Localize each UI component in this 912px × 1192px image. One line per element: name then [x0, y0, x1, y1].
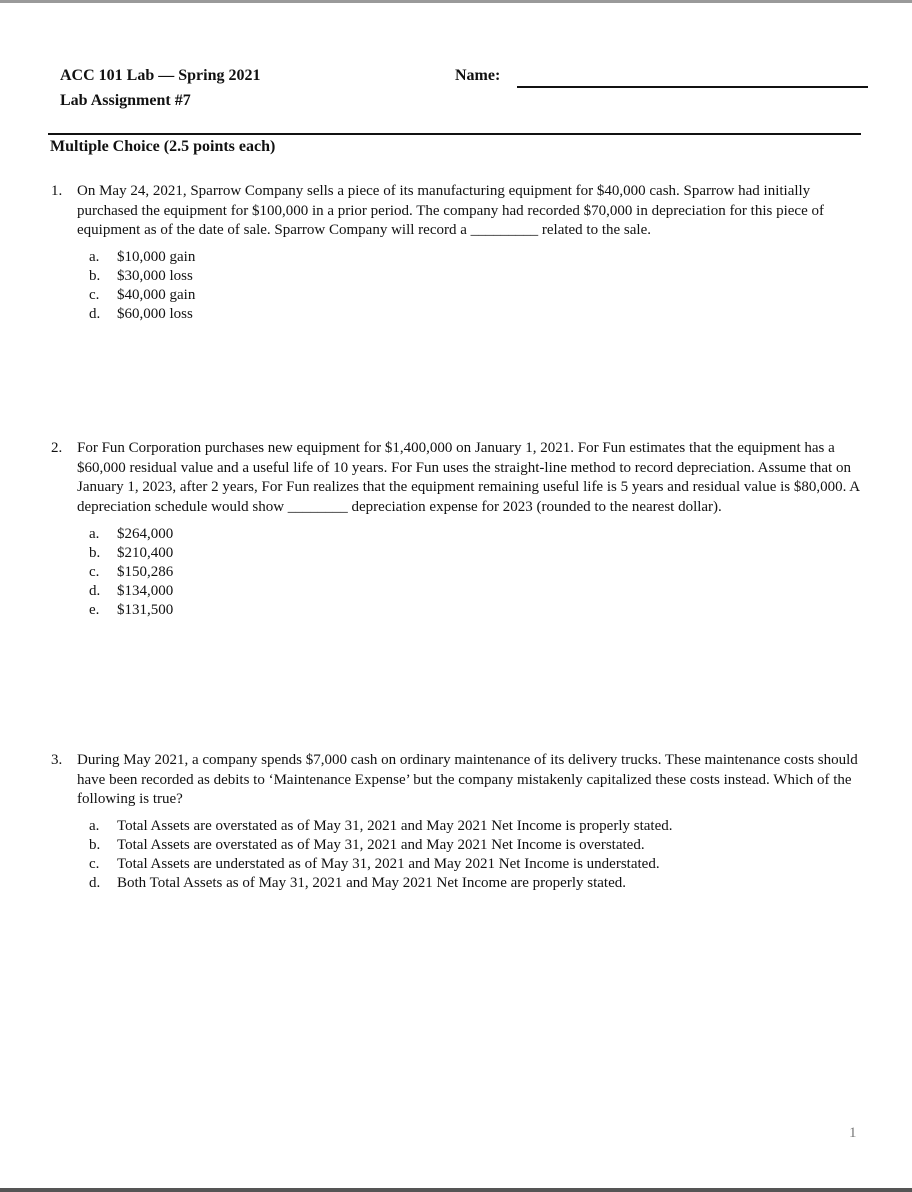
- page-number: 1: [849, 1125, 857, 1141]
- question-text: During May 2021, a company spends $7,000 cash on ordinary maintenance of its delivery trucks. These maintenance costs should have been recorded as debits to ‘Maintenance Expense’ but the company mistakenly capitalized these costs instead. Which of the following is true?: [77, 752, 858, 808]
- name-blank-line: [517, 86, 868, 88]
- option-letter: d.: [89, 306, 101, 323]
- answer-options: [51, 817, 861, 893]
- assignment-title: Lab Assignment #7: [60, 92, 191, 109]
- option-letter: b.: [89, 544, 101, 561]
- answer-options: [51, 525, 861, 620]
- option-letter: c.: [89, 563, 100, 580]
- answer-option: [51, 874, 861, 893]
- question-number: 2.: [51, 440, 63, 456]
- option-text: $60,000 loss: [117, 306, 193, 323]
- option-letter: a.: [89, 249, 100, 266]
- option-letter: a.: [89, 818, 100, 835]
- question-2: [51, 439, 861, 620]
- option-text: $30,000 loss: [117, 268, 193, 285]
- answer-option: [51, 563, 861, 582]
- page-top-border: [0, 0, 912, 3]
- section-title: Multiple Choice (2.5 points each): [50, 138, 276, 155]
- section-divider: [48, 133, 861, 135]
- option-text: Both Total Assets as of May 31, 2021 and May 2021 Net Income are properly stated.: [117, 875, 626, 892]
- question-1: [51, 182, 861, 324]
- option-letter: c.: [89, 287, 100, 304]
- option-letter: a.: [89, 525, 100, 542]
- question-text: For Fun Corporation purchases new equipment for $1,400,000 on January 1, 2021. For Fun estimates that the equipment has a $60,000 residual value and a useful life of 10 years. For Fun uses the straight-line method to record depreciation. Assume that on January 1, 2023, after 2 years, For Fun realizes that the equipment remaining useful life is 5 years and residual value is $80,000. A depreciation schedule would show ________ depreciation expense for 2023 (rounded to the nearest dollar).: [77, 440, 860, 516]
- question-text: On May 24, 2021, Sparrow Company sells a piece of its manufacturing equipment for $40,000 cash. Sparrow had initially purchased the equipment for $100,000 in a prior period. The company had recorded $70,000 in depreciation for this piece of equipment as of the date of sale. Sparrow Company will record a _________ related to the sale.: [77, 183, 824, 239]
- option-letter: b.: [89, 837, 101, 854]
- name-label: Name:: [455, 67, 501, 84]
- option-text: $264,000: [117, 525, 174, 542]
- option-text: $150,286: [117, 563, 174, 580]
- option-text: Total Assets are overstated as of May 31, 2021 and May 2021 Net Income is properly stated.: [117, 818, 673, 835]
- option-text: $210,400: [117, 544, 174, 561]
- answer-option: [51, 836, 861, 855]
- option-text: $131,500: [117, 601, 174, 618]
- question-number: 1.: [51, 183, 63, 199]
- answer-option: [51, 267, 861, 286]
- answer-option: [51, 525, 861, 544]
- answer-option: [51, 817, 861, 836]
- option-text: Total Assets are overstated as of May 31, 2021 and May 2021 Net Income is overstated.: [117, 837, 645, 854]
- answer-option: [51, 601, 861, 620]
- answer-option: [51, 286, 861, 305]
- option-text: $40,000 gain: [117, 287, 196, 304]
- option-letter: d.: [89, 875, 101, 892]
- answer-option: [51, 582, 861, 601]
- answer-options: [51, 248, 861, 324]
- option-letter: e.: [89, 601, 100, 618]
- course-title: ACC 101 Lab — Spring 2021: [60, 67, 261, 84]
- option-text: $134,000: [117, 582, 174, 599]
- question-3: [51, 751, 861, 893]
- answer-option: [51, 248, 861, 267]
- option-text: Total Assets are understated as of May 31, 2021 and May 2021 Net Income is understated.: [117, 856, 660, 873]
- option-letter: c.: [89, 856, 100, 873]
- option-letter: d.: [89, 582, 101, 599]
- answer-option: [51, 855, 861, 874]
- option-text: $10,000 gain: [117, 249, 196, 266]
- question-number: 3.: [51, 752, 63, 768]
- option-letter: b.: [89, 268, 101, 285]
- answer-option: [51, 544, 861, 563]
- answer-option: [51, 305, 861, 324]
- page-bottom-border: [0, 1188, 912, 1192]
